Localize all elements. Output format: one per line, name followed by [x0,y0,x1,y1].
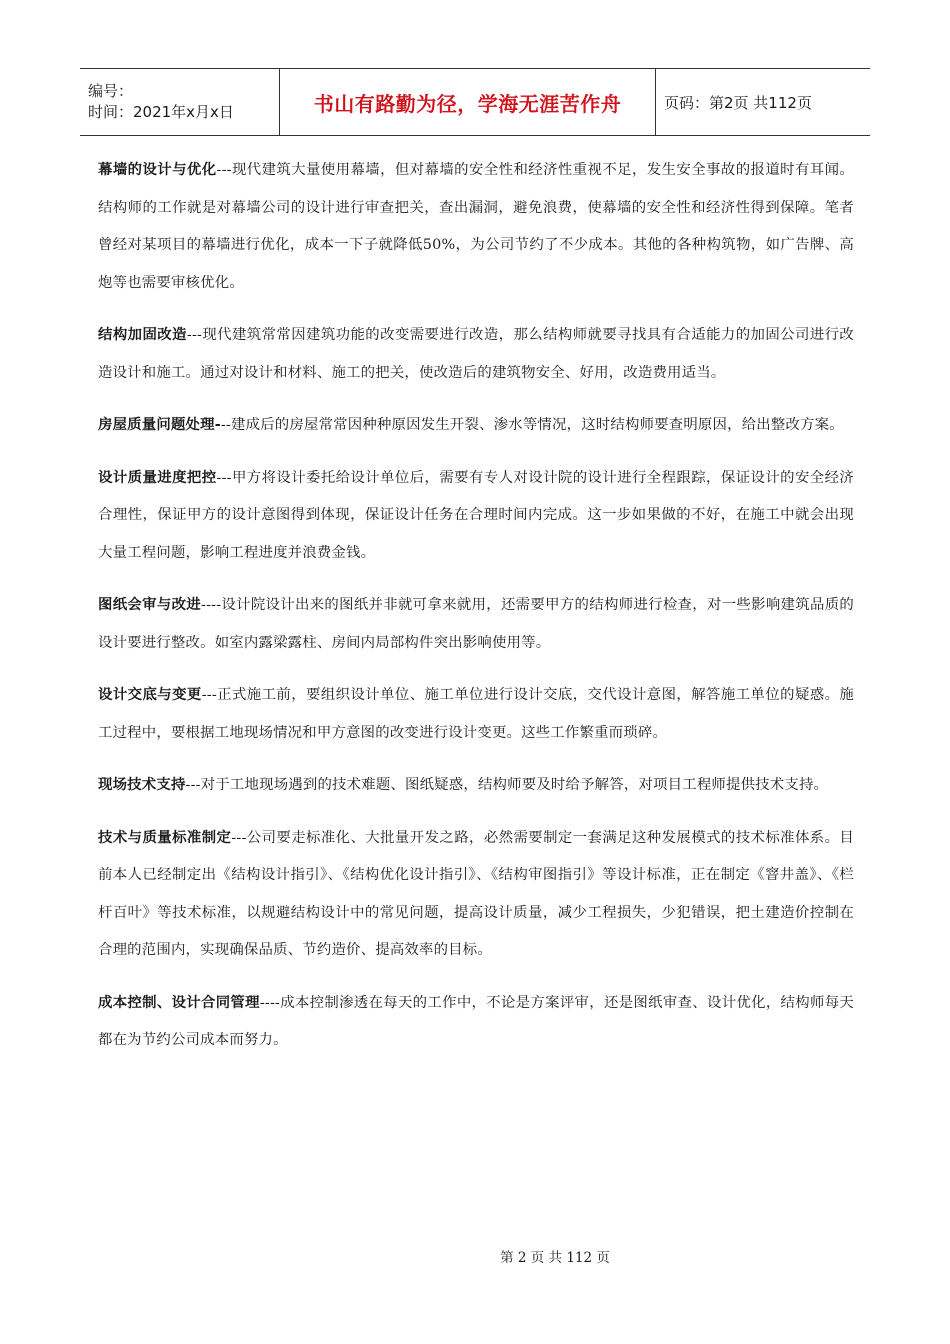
header-page-cell [656,69,870,135]
page-footer [0,1246,950,1266]
paragraph [98,407,854,445]
paragraph-title: 房屋质量问题处理- [98,417,221,433]
motto-text: 书山有路勤为径，学海无涯苦作舟 [313,91,622,116]
paragraph-body: ----设计院设计出来的图纸并非就可拿来就用，还需要甲方的结构师进行检查，对一些影响建筑品质的设计要进行整改。如室内露梁露柱、房间内局部构件突出影响使用等。 [98,597,855,651]
paragraph-title: 技术与质量标准制定 [98,829,232,846]
paragraph [98,460,854,573]
paragraph-title: 设计质量进度把控 [98,469,217,486]
paragraph-title: 设计交底与变更 [98,687,202,703]
paragraph-body: ---现代建筑大量使用幕墙，但对幕墙的安全性和经济性重视不足，发生安全事故的报道时有耳闻。结构师的工作就是对幕墙公司的设计进行审查把关，查出漏洞，避免浪费，使幕墙的安全性和经济性得到保障。笔者曾经对某项目的幕墙进行优化，成本一下子就降低50%，为公司节约了不少成本。其他的各种构筑物，如广告牌、高炮等也需要审核优化。 [98,162,854,291]
paragraph-body: ---公司要走标准化、大批量开发之路，必然需要制定一套满足这种发展模式的技术标准体系。目前本人已经制定出《结构设计指引》、《结构优化设计指引》、《结构审图指引》等设计标准，正在制定《窨井盖》、《栏杆百叶》等技术标准，以规避结构设计中的常见问题，提高设计质量，减少工程损失，少犯错误，把土建造价控制在合理的范围内，实现确保品质、节约造价、提高效率的目标。 [98,829,855,958]
number-label: 编号： [88,82,134,100]
page-header [80,68,870,136]
document-body [98,152,854,1075]
paragraph [98,152,854,302]
time-label: 时间：2021年x月x日 [88,103,234,121]
paragraph [98,587,854,662]
paragraph [98,317,854,392]
paragraph-title: 结构加固改造 [98,327,187,343]
paragraph [98,985,854,1060]
paragraph [98,677,854,752]
paragraph-body: ---现代建筑常常因建筑功能的改变需要进行改造，那么结构师就要寻找具有合适能力的加固公司进行改造设计和施工。通过对设计和材料、施工的把关，使改造后的建筑物安全、好用，改造费用适当。 [98,327,854,381]
header-info-cell [80,69,280,135]
footer-page-number: 第 2 页 共 112 页 [500,1250,610,1266]
page-info: 页码：第2页 共112页 [664,93,812,112]
paragraph-body: ----成本控制渗透在每天的工作中，不论是方案评审，还是图纸审查、设计优化，结构师每天都在为节约公司成本而努力。 [98,994,855,1048]
header-motto-cell [280,69,656,135]
paragraph-body: --建成后的房屋常常因种种原因发生开裂、渗水等情况，这时结构师要查明原因，给出整改方案。 [220,417,844,433]
paragraph [98,767,854,805]
paragraph-title: 图纸会审与改进 [98,597,202,613]
paragraph-body: ---甲方将设计委托给设计单位后，需要有专人对设计院的设计进行全程跟踪，保证设计的安全经济合理性，保证甲方的设计意图得到体现，保证设计任务在合理时间内完成。这一步如果做的不好，在施工中就会出现大量工程问题，影响工程进度并浪费金钱。 [98,469,854,561]
paragraph-title: 成本控制、设计合同管理 [98,994,260,1011]
paragraph-body: ---对于工地现场遇到的技术难题、图纸疑惑，结构师要及时给予解答，对项目工程师提供技术支持。 [185,777,829,793]
paragraph-title: 幕墙的设计与优化 [98,162,217,178]
paragraph-title: 现场技术支持 [98,777,186,793]
paragraph-body: ---正式施工前，要组织设计单位、施工单位进行设计交底，交代设计意图，解答施工单位的疑惑。施工过程中，要根据工地现场情况和甲方意图的改变进行设计变更。这些工作繁重而琐碎。 [98,687,854,741]
paragraph [98,820,854,970]
